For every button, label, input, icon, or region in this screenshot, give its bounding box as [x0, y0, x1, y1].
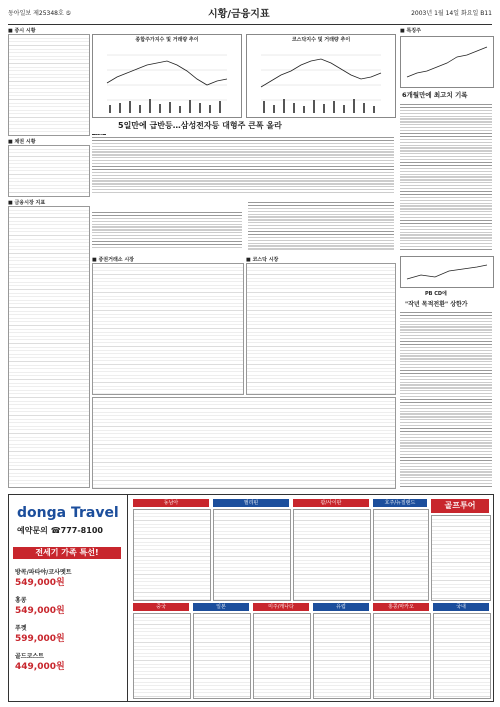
- ad-item-3-price: 599,000원: [15, 634, 65, 644]
- page-title: 시황/금융지표: [208, 9, 270, 20]
- ad-item-4-price: 449,000원: [15, 662, 65, 672]
- ad-sec-5: 중국: [156, 604, 166, 610]
- kosdaq-line: [261, 59, 381, 87]
- kospi-chart-title: 종합주가지수 및 거래량 추이: [135, 37, 199, 43]
- stock-table: [8, 34, 90, 136]
- gong-body: [92, 210, 242, 250]
- page-date: 2003년 1월 14일 화요일 B11: [411, 10, 492, 17]
- ad-sec-5-body: [133, 613, 191, 699]
- feature-chart-svg: [401, 37, 493, 87]
- ad-sec-2: 괌/사이판: [320, 500, 342, 506]
- ad-sec-9: 홍콩/마카오: [388, 604, 414, 610]
- section-forex: ■ 금융시장 지표: [8, 200, 46, 206]
- ad-sec-1-body: [213, 509, 291, 601]
- ad-golf-banner: 골프투어: [444, 501, 476, 510]
- ad-sec-7-body: [253, 613, 311, 699]
- feature-chart-2-svg: [401, 257, 493, 287]
- ad-sec-3-body: [373, 509, 429, 601]
- ad-sec-7-bar: [253, 603, 309, 611]
- ad-sec-8-body: [313, 613, 371, 699]
- kospi-table: [92, 263, 244, 395]
- feature-chart: [400, 36, 494, 88]
- ad-golf-body: [431, 515, 491, 601]
- ad-sec-0-body: [133, 509, 211, 601]
- kosdaq-chart-title: 코스닥지수 및 거래량 추이: [291, 37, 351, 43]
- ad-item-1-price: 549,000원: [15, 578, 65, 588]
- sub-box-title: PB CD에: [425, 291, 447, 297]
- sub-headline: "작년 목적전환" 상한가: [405, 301, 468, 308]
- bond-table: [8, 145, 90, 197]
- ad-sec-5-bar: [133, 603, 189, 611]
- forex-table: [8, 206, 90, 488]
- ad-sec-6-body: [193, 613, 251, 699]
- ad-sec-0-bar: [133, 499, 209, 507]
- ad-sec-3-bar: [373, 499, 427, 507]
- kosdaq-chart-svg: [247, 35, 395, 117]
- section-feature: ■ 특징주: [400, 28, 421, 34]
- ad-sec-2-bar: [293, 499, 369, 507]
- feature-chart-2: [400, 256, 494, 288]
- kospi-volume-bars: [109, 99, 221, 113]
- ad-item-1-route: 방콕/파타야/코사멧트: [15, 569, 72, 576]
- ad-item-2-route: 홍콩: [15, 597, 27, 604]
- ad-sec-7: 미주/캐나다: [268, 604, 294, 610]
- ad-sec-9-bar: [373, 603, 429, 611]
- ad-sec-1: 필리핀: [243, 500, 259, 506]
- kosdaq-table: [246, 263, 396, 395]
- travel-ad: [8, 494, 494, 702]
- kospi-chart: [92, 34, 242, 118]
- paper-issue: 동아일보 제25348호 ⑤: [8, 10, 72, 17]
- ad-left-panel: [9, 495, 128, 701]
- ad-sec-10-body: [433, 613, 491, 699]
- feature-headline: 6개월만에 최고치 기록: [402, 91, 468, 99]
- kospi-line: [107, 61, 227, 85]
- ad-sec-0: 동남아: [163, 500, 179, 506]
- ad-item-4-route: 골드코스트: [15, 653, 44, 660]
- ad-sec-6: 일본: [216, 604, 226, 610]
- ad-sec-10-bar: [433, 603, 489, 611]
- feature-body: [400, 102, 492, 252]
- kospi-chart-svg: [93, 35, 241, 117]
- section-bond: ■ 채권 시황: [8, 139, 36, 145]
- ad-golf-bar: [431, 499, 489, 513]
- section-kosdaq: ■ 코스닥 시장: [246, 257, 279, 263]
- ad-banner: 전세기 가족 특선!: [13, 547, 121, 559]
- ad-brand: donga Travel: [17, 505, 119, 521]
- ad-sec-1-bar: [213, 499, 289, 507]
- section-kospi: ■ 증권거래소 시장: [92, 257, 135, 263]
- price-list-table: [92, 397, 396, 489]
- ad-sec-9-body: [373, 613, 431, 699]
- ad-sec-6-bar: [193, 603, 249, 611]
- kosdaq-volume-bars: [263, 99, 375, 113]
- ad-phone: 예약문의 ☎777-8100: [17, 526, 103, 535]
- ad-item-3-route: 푸껫: [15, 625, 27, 632]
- sub-body: [400, 310, 492, 487]
- ad-sec-8: 유럽: [336, 604, 346, 610]
- ad-sec-10: 국내: [456, 604, 466, 610]
- ad-sec-8-bar: [313, 603, 369, 611]
- section-stock: ■ 증시 시황: [8, 28, 36, 34]
- story-body: [92, 135, 394, 195]
- page-header: [8, 4, 492, 25]
- ad-sec-2-body: [293, 509, 371, 601]
- story-body-2: [248, 200, 394, 250]
- kosdaq-chart: [246, 34, 396, 118]
- ad-item-2-price: 549,000원: [15, 606, 65, 616]
- story-headline: 5일만에 급반등…삼성전자등 대형주 큰폭 올라: [118, 121, 282, 130]
- ad-sec-3: 호주/뉴질랜드: [384, 500, 416, 506]
